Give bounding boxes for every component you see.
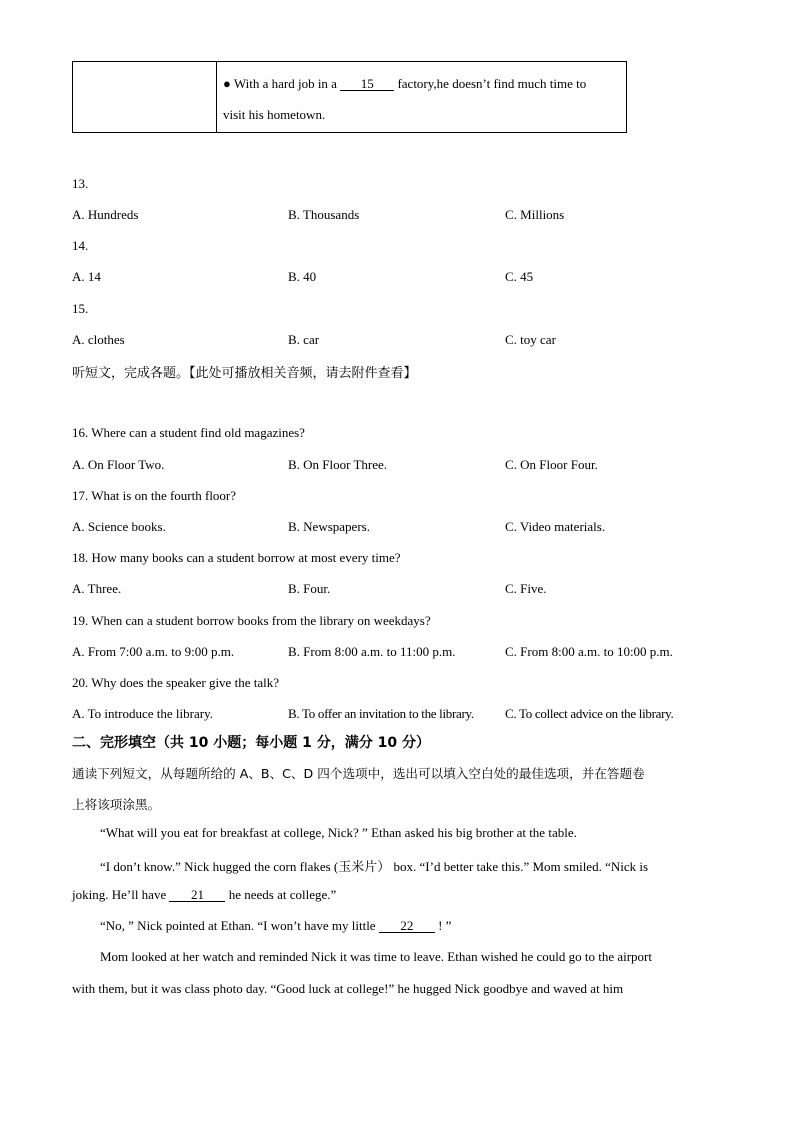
question-text: 20. Why does the speaker give the talk? [72, 675, 279, 690]
option-b: B. 40 [288, 269, 317, 284]
option-c: C. 45 [505, 269, 534, 284]
blank-21: 21 [169, 888, 225, 902]
option-b: B. Thousands [288, 207, 360, 222]
section-heading: 二、完形填空（共 10 小题；每小题 1 分，满分 10 分） [72, 735, 430, 751]
passage-paragraph-4-line-2: with them, but it was class photo day. “Good luck at college!” he hugged Nick goodbye and waved at him [72, 981, 624, 996]
option-c: C. Video materials. [505, 519, 606, 534]
question-text: 17. What is on the fourth floor? [72, 488, 237, 503]
passage-text: he needs at college.” [225, 887, 337, 902]
option-a: A. Hundreds [72, 207, 139, 222]
blank-15: 15 [340, 77, 394, 91]
option-c: C. To collect advice on the library. [505, 706, 674, 721]
blank-22: 22 [379, 919, 435, 933]
option-b: B. From 8:00 a.m. to 11:00 p.m. [288, 644, 456, 659]
question-text: 16. Where can a student find old magazines? [72, 425, 305, 440]
option-b: B. Four. [288, 581, 331, 596]
listening-instruction: 听短文，完成各题。【此处可播放相关音频，请去附件查看】 [72, 366, 417, 381]
option-b: B. car [288, 332, 320, 347]
section-instruction-line-2: 上将该项涂黑。 [72, 797, 161, 812]
section-instruction-line-1: 通读下列短文，从每题所给的 A、B、C、D 四个选项中，选出可以填入空白处的最佳选项，并在答题卷 [72, 766, 645, 781]
passage-paragraph-2-line-2 [72, 887, 336, 903]
passage-paragraph-2-line-1: “I don’t know.” Nick hugged the corn flakes (玉米片） box. “I’d better take this.” Mom smiled. “Nick is [100, 859, 649, 874]
table-line-2: visit his hometown. [223, 107, 326, 122]
option-b: B. On Floor Three. [288, 457, 388, 472]
option-a: A. To introduce the library. [72, 706, 213, 721]
question-text: 19. When can a student borrow books from the library on weekdays? [72, 613, 431, 628]
passage-text: joking. He’ll have [72, 887, 170, 902]
option-a: A. Three. [72, 581, 122, 596]
question-number: 14. [72, 238, 89, 253]
table-text-after: factory,he doesn’t find much time to [394, 76, 587, 91]
option-c: C. Five. [505, 581, 547, 596]
passage-text: ! ” [434, 918, 452, 933]
answer-table [72, 61, 627, 133]
question-number: 15. [72, 301, 89, 316]
option-a: A. clothes [72, 332, 125, 347]
table-line-1 [223, 76, 586, 92]
option-c: C. On Floor Four. [505, 457, 598, 472]
passage-paragraph-4-line-1: Mom looked at her watch and reminded Nick it was time to leave. Ethan wished he could go to the airport [100, 949, 652, 964]
table-text-before: ● With a hard job in a [223, 76, 341, 91]
option-a: A. On Floor Two. [72, 457, 165, 472]
option-c: C. From 8:00 a.m. to 10:00 p.m. [505, 644, 673, 659]
option-a: A. From 7:00 a.m. to 9:00 p.m. [72, 644, 235, 659]
table-divider [216, 62, 217, 132]
question-text: 18. How many books can a student borrow at most every time? [72, 550, 401, 565]
option-c: C. toy car [505, 332, 556, 347]
passage-paragraph-1: “What will you eat for breakfast at college, Nick? ” Ethan asked his big brother at the table. [100, 825, 577, 840]
option-a: A. 14 [72, 269, 101, 284]
option-c: C. Millions [505, 207, 565, 222]
passage-text: “No, ” Nick pointed at Ethan. “I won’t have my little [100, 918, 379, 933]
option-b: B. Newspapers. [288, 519, 370, 534]
option-b: B. To offer an invitation to the library. [288, 706, 474, 721]
passage-paragraph-3 [100, 918, 451, 934]
option-a: A. Science books. [72, 519, 166, 534]
question-number: 13. [72, 176, 89, 191]
